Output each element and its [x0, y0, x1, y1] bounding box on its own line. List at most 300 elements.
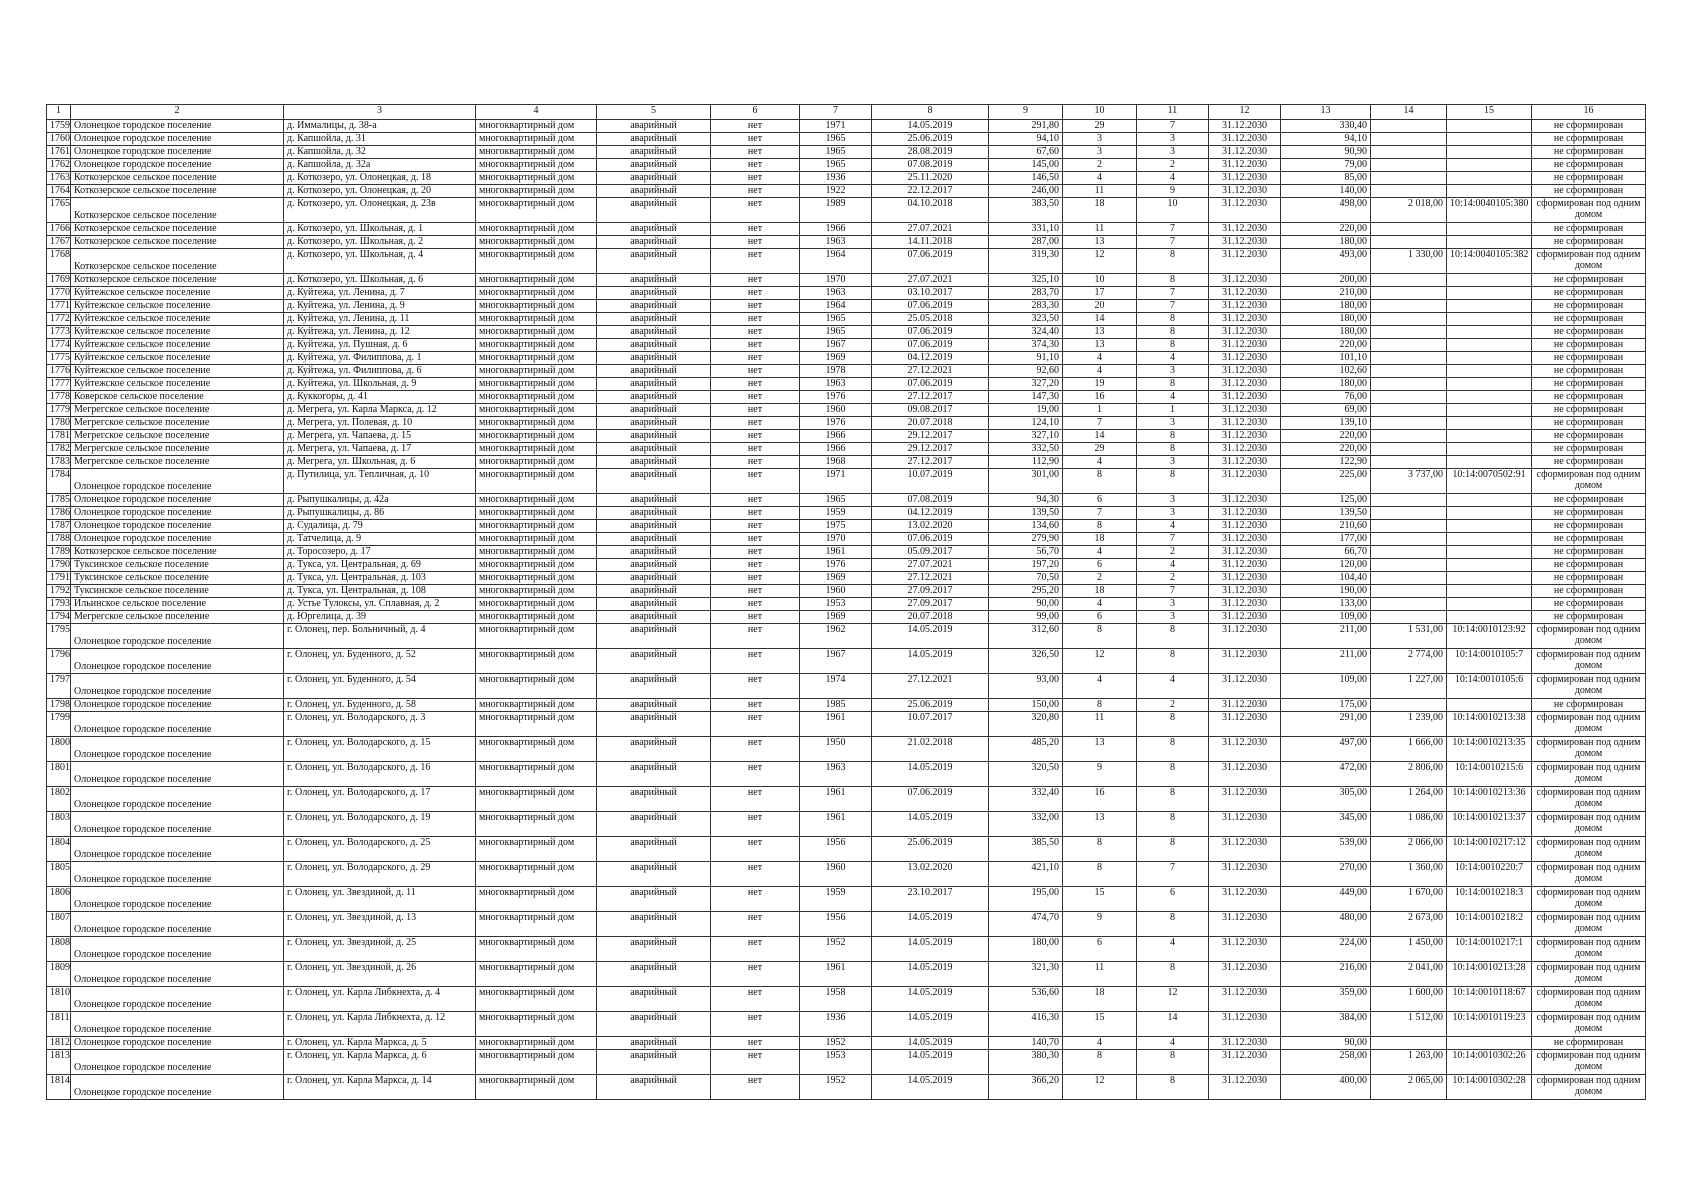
cell-total-area: 139,50 [1281, 507, 1371, 520]
cell-area: 320,80 [989, 712, 1063, 737]
cell-recognition-date: 27.07.2021 [872, 223, 989, 236]
cell-total-area: 66,70 [1281, 546, 1371, 559]
cell-row-number: 1765 [47, 198, 71, 223]
cell-condition: аварийный [597, 737, 711, 762]
cell-condition: аварийный [597, 430, 711, 443]
cell-address: г. Олонец, ул. Звездиной, д. 26 [284, 962, 476, 987]
cell-building-type: многоквартирный дом [476, 146, 597, 159]
cell-recognition-date: 14.05.2019 [872, 1075, 989, 1100]
cell-cadastral-number [1447, 300, 1532, 313]
cell-land-area: 2 041,00 [1371, 962, 1447, 987]
cell-apartments: 3 [1137, 365, 1209, 378]
cell-year-built: 1976 [800, 417, 872, 430]
cell-land-status: сформирован под одним домом [1532, 887, 1646, 912]
cell-total-area: 180,00 [1281, 236, 1371, 249]
cell-apartments: 1 [1137, 404, 1209, 417]
cell-total-area: 220,00 [1281, 339, 1371, 352]
cell-condition: аварийный [597, 533, 711, 546]
cell-apartments: 2 [1137, 699, 1209, 712]
column-header-15: 15 [1447, 105, 1532, 120]
cell-cadastral-number: 10:14:0010217:1 [1447, 937, 1532, 962]
cell-recognition-date: 27.12.2017 [872, 456, 989, 469]
table-row [47, 533, 1646, 546]
cell-building-type: многоквартирный дом [476, 585, 597, 598]
cell-year-built: 1965 [800, 133, 872, 146]
cell-condition: аварийный [597, 287, 711, 300]
cell-condition: аварийный [597, 313, 711, 326]
cell-apartments: 9 [1137, 185, 1209, 198]
cell-building-type: многоквартирный дом [476, 365, 597, 378]
cell-status-flag: нет [711, 494, 800, 507]
table-row [47, 559, 1646, 572]
cell-total-area: 101,10 [1281, 352, 1371, 365]
cell-address: г. Олонец, ул. Карла Либкнехта, д. 4 [284, 987, 476, 1012]
cell-cadastral-number: 10:14:0010213:36 [1447, 787, 1532, 812]
cell-recognition-date: 25.06.2019 [872, 837, 989, 862]
cell-total-area: 210,00 [1281, 287, 1371, 300]
cell-residents: 6 [1063, 611, 1137, 624]
cell-apartments: 3 [1137, 611, 1209, 624]
cell-recognition-date: 27.07.2021 [872, 274, 989, 287]
cell-residents: 4 [1063, 1037, 1137, 1050]
cell-recognition-date: 27.09.2017 [872, 598, 989, 611]
cell-total-area: 109,00 [1281, 674, 1371, 699]
cell-residents: 8 [1063, 699, 1137, 712]
cell-total-area: 210,60 [1281, 520, 1371, 533]
table-row [47, 313, 1646, 326]
cell-building-type: многоквартирный дом [476, 391, 597, 404]
cell-deadline: 31.12.2030 [1209, 699, 1281, 712]
cell-cadastral-number [1447, 378, 1532, 391]
cell-cadastral-number: 10:14:0010218:2 [1447, 912, 1532, 937]
cell-address: д. Куйтежа, ул. Филиппова, д. 1 [284, 352, 476, 365]
cell-address: г. Олонец, ул. Буденного, д. 52 [284, 649, 476, 674]
cell-address: д. Куйтежа, ул. Школьная, д. 9 [284, 378, 476, 391]
cell-area: 70,50 [989, 572, 1063, 585]
cell-status-flag: нет [711, 546, 800, 559]
cell-land-area [1371, 172, 1447, 185]
cell-building-type: многоквартирный дом [476, 674, 597, 699]
cell-area: 287,00 [989, 236, 1063, 249]
cell-recognition-date: 04.12.2019 [872, 507, 989, 520]
cell-area: 331,10 [989, 223, 1063, 236]
cell-recognition-date: 14.05.2019 [872, 962, 989, 987]
cell-row-number: 1811 [47, 1012, 71, 1037]
cell-land-status: не сформирован [1532, 533, 1646, 546]
cell-condition: аварийный [597, 787, 711, 812]
cell-residents: 13 [1063, 737, 1137, 762]
cell-condition: аварийный [597, 937, 711, 962]
cell-land-area: 2 065,00 [1371, 1075, 1447, 1100]
cell-deadline: 31.12.2030 [1209, 456, 1281, 469]
cell-building-type: многоквартирный дом [476, 313, 597, 326]
cell-area: 134,60 [989, 520, 1063, 533]
cell-year-built: 1985 [800, 699, 872, 712]
cell-total-area: 498,00 [1281, 198, 1371, 223]
cell-condition: аварийный [597, 962, 711, 987]
cell-municipality: Коверское сельское поселение [71, 391, 284, 404]
cell-municipality: Коткозерское сельское поселение [71, 249, 284, 274]
cell-area: 112,90 [989, 456, 1063, 469]
cell-address: г. Олонец, ул. Володарского, д. 16 [284, 762, 476, 787]
cell-condition: аварийный [597, 546, 711, 559]
cell-apartments: 7 [1137, 585, 1209, 598]
emergency-housing-table [46, 104, 1646, 1100]
cell-cadastral-number [1447, 507, 1532, 520]
cell-municipality: Олонецкое городское поселение [71, 649, 284, 674]
cell-total-area: 102,60 [1281, 365, 1371, 378]
cell-total-area: 133,00 [1281, 598, 1371, 611]
cell-apartments: 4 [1137, 352, 1209, 365]
cell-row-number: 1767 [47, 236, 71, 249]
cell-address: д. Мегрега, ул. Чапаева, д. 17 [284, 443, 476, 456]
cell-land-status: сформирован под одним домом [1532, 674, 1646, 699]
cell-land-status: не сформирован [1532, 572, 1646, 585]
cell-deadline: 31.12.2030 [1209, 404, 1281, 417]
cell-area: 385,50 [989, 837, 1063, 862]
cell-row-number: 1788 [47, 533, 71, 546]
cell-land-area: 1 512,00 [1371, 1012, 1447, 1037]
cell-year-built: 1965 [800, 159, 872, 172]
cell-status-flag: нет [711, 598, 800, 611]
cell-apartments: 8 [1137, 837, 1209, 862]
cell-address: г. Олонец, ул. Звездиной, д. 13 [284, 912, 476, 937]
cell-year-built: 1952 [800, 1075, 872, 1100]
cell-row-number: 1800 [47, 737, 71, 762]
cell-status-flag: нет [711, 443, 800, 456]
cell-residents: 4 [1063, 352, 1137, 365]
cell-recognition-date: 14.05.2019 [872, 812, 989, 837]
cell-cadastral-number: 10:14:0010213:28 [1447, 962, 1532, 987]
cell-land-area: 2 673,00 [1371, 912, 1447, 937]
column-header-1: 1 [47, 105, 71, 120]
cell-total-area: 76,00 [1281, 391, 1371, 404]
cell-apartments: 7 [1137, 533, 1209, 546]
cell-total-area: 175,00 [1281, 699, 1371, 712]
cell-municipality: Коткозерское сельское поселение [71, 546, 284, 559]
cell-deadline: 31.12.2030 [1209, 520, 1281, 533]
cell-municipality: Мегрегское сельское поселение [71, 443, 284, 456]
cell-area: 90,00 [989, 598, 1063, 611]
column-header-11: 11 [1137, 105, 1209, 120]
cell-recognition-date: 25.11.2020 [872, 172, 989, 185]
cell-deadline: 31.12.2030 [1209, 443, 1281, 456]
cell-area: 374,30 [989, 339, 1063, 352]
cell-apartments: 7 [1137, 236, 1209, 249]
cell-land-area [1371, 159, 1447, 172]
cell-municipality: Куйтежское сельское поселение [71, 300, 284, 313]
cell-municipality: Олонецкое городское поселение [71, 469, 284, 494]
cell-row-number: 1775 [47, 352, 71, 365]
cell-apartments: 3 [1137, 494, 1209, 507]
cell-condition: аварийный [597, 1037, 711, 1050]
cell-total-area: 180,00 [1281, 300, 1371, 313]
cell-cadastral-number [1447, 313, 1532, 326]
cell-status-flag: нет [711, 611, 800, 624]
cell-municipality: Олонецкое городское поселение [71, 533, 284, 546]
cell-year-built: 1936 [800, 172, 872, 185]
cell-land-status: не сформирован [1532, 185, 1646, 198]
cell-deadline: 31.12.2030 [1209, 837, 1281, 862]
cell-apartments: 8 [1137, 1075, 1209, 1100]
cell-municipality: Олонецкое городское поселение [71, 507, 284, 520]
cell-deadline: 31.12.2030 [1209, 339, 1281, 352]
cell-area: 19,00 [989, 404, 1063, 417]
cell-recognition-date: 28.08.2019 [872, 146, 989, 159]
cell-area: 332,00 [989, 812, 1063, 837]
cell-residents: 17 [1063, 287, 1137, 300]
cell-year-built: 1956 [800, 837, 872, 862]
cell-municipality: Олонецкое городское поселение [71, 1075, 284, 1100]
table-row [47, 1037, 1646, 1050]
cell-total-area: 125,00 [1281, 494, 1371, 507]
cell-building-type: многоквартирный дом [476, 887, 597, 912]
cell-land-area [1371, 365, 1447, 378]
cell-municipality: Олонецкое городское поселение [71, 737, 284, 762]
table-row [47, 1050, 1646, 1075]
cell-year-built: 1961 [800, 812, 872, 837]
cell-municipality: Куйтежское сельское поселение [71, 287, 284, 300]
cell-recognition-date: 13.02.2020 [872, 862, 989, 887]
cell-address: д. Торосозеро, д. 17 [284, 546, 476, 559]
cell-condition: аварийный [597, 762, 711, 787]
cell-residents: 2 [1063, 159, 1137, 172]
cell-area: 366,20 [989, 1075, 1063, 1100]
column-header-16: 16 [1532, 105, 1646, 120]
cell-status-flag: нет [711, 365, 800, 378]
cell-municipality: Олонецкое городское поселение [71, 674, 284, 699]
cell-total-area: 305,00 [1281, 787, 1371, 812]
cell-building-type: многоквартирный дом [476, 430, 597, 443]
cell-recognition-date: 07.08.2019 [872, 494, 989, 507]
cell-address: г. Олонец, ул. Володарского, д. 19 [284, 812, 476, 837]
cell-residents: 3 [1063, 133, 1137, 146]
cell-building-type: многоквартирный дом [476, 611, 597, 624]
cell-total-area: 220,00 [1281, 223, 1371, 236]
cell-cadastral-number: 10:14:0010217:12 [1447, 837, 1532, 862]
cell-row-number: 1809 [47, 962, 71, 987]
table-row [47, 469, 1646, 494]
cell-residents: 11 [1063, 185, 1137, 198]
cell-land-status: сформирован под одним домом [1532, 1012, 1646, 1037]
cell-address: г. Олонец, ул. Володарского, д. 17 [284, 787, 476, 812]
cell-condition: аварийный [597, 699, 711, 712]
cell-land-area: 1 239,00 [1371, 712, 1447, 737]
cell-year-built: 1966 [800, 443, 872, 456]
cell-condition: аварийный [597, 912, 711, 937]
cell-cadastral-number [1447, 572, 1532, 585]
cell-deadline: 31.12.2030 [1209, 585, 1281, 598]
cell-building-type: многоквартирный дом [476, 737, 597, 762]
cell-status-flag: нет [711, 837, 800, 862]
cell-cadastral-number [1447, 533, 1532, 546]
cell-year-built: 1961 [800, 712, 872, 737]
cell-recognition-date: 25.06.2019 [872, 699, 989, 712]
cell-year-built: 1960 [800, 585, 872, 598]
cell-row-number: 1770 [47, 287, 71, 300]
cell-status-flag: нет [711, 737, 800, 762]
cell-year-built: 1963 [800, 287, 872, 300]
column-header-10: 10 [1063, 105, 1137, 120]
cell-apartments: 4 [1137, 520, 1209, 533]
cell-building-type: многоквартирный дом [476, 572, 597, 585]
cell-municipality: Куйтежское сельское поселение [71, 365, 284, 378]
cell-recognition-date: 21.02.2018 [872, 737, 989, 762]
cell-recognition-date: 20.07.2018 [872, 611, 989, 624]
cell-residents: 18 [1063, 987, 1137, 1012]
cell-land-area [1371, 326, 1447, 339]
cell-row-number: 1812 [47, 1037, 71, 1050]
cell-recognition-date: 27.07.2021 [872, 559, 989, 572]
cell-year-built: 1965 [800, 494, 872, 507]
cell-cadastral-number [1447, 417, 1532, 430]
cell-total-area: 122,90 [1281, 456, 1371, 469]
cell-land-area [1371, 533, 1447, 546]
cell-address: д. Мегрега, ул. Полевая, д. 10 [284, 417, 476, 430]
table-row [47, 391, 1646, 404]
cell-total-area: 400,00 [1281, 1075, 1371, 1100]
table-row [47, 611, 1646, 624]
cell-address: д. Капшойла, д. 31 [284, 133, 476, 146]
cell-building-type: многоквартирный дом [476, 649, 597, 674]
cell-recognition-date: 14.05.2019 [872, 1050, 989, 1075]
cell-cadastral-number [1447, 456, 1532, 469]
cell-total-area: 224,00 [1281, 937, 1371, 962]
cell-building-type: многоквартирный дом [476, 699, 597, 712]
cell-area: 94,30 [989, 494, 1063, 507]
cell-residents: 11 [1063, 712, 1137, 737]
cell-municipality: Мегрегское сельское поселение [71, 611, 284, 624]
cell-area: 326,50 [989, 649, 1063, 674]
cell-year-built: 1969 [800, 572, 872, 585]
cell-land-status: не сформирован [1532, 598, 1646, 611]
cell-apartments: 8 [1137, 762, 1209, 787]
cell-cadastral-number [1447, 326, 1532, 339]
cell-area: 324,40 [989, 326, 1063, 339]
cell-year-built: 1975 [800, 520, 872, 533]
cell-status-flag: нет [711, 572, 800, 585]
cell-residents: 20 [1063, 300, 1137, 313]
cell-year-built: 1963 [800, 762, 872, 787]
cell-deadline: 31.12.2030 [1209, 223, 1281, 236]
cell-residents: 7 [1063, 417, 1137, 430]
cell-municipality: Олонецкое городское поселение [71, 494, 284, 507]
table-row [47, 300, 1646, 313]
cell-land-area [1371, 443, 1447, 456]
cell-recognition-date: 14.05.2019 [872, 1037, 989, 1050]
cell-recognition-date: 25.06.2019 [872, 133, 989, 146]
cell-deadline: 31.12.2030 [1209, 559, 1281, 572]
cell-total-area: 480,00 [1281, 912, 1371, 937]
cell-municipality: Мегрегское сельское поселение [71, 456, 284, 469]
cell-condition: аварийный [597, 674, 711, 699]
cell-condition: аварийный [597, 611, 711, 624]
cell-cadastral-number [1447, 185, 1532, 198]
cell-cadastral-number: 10:14:0070502:91 [1447, 469, 1532, 494]
cell-year-built: 1965 [800, 146, 872, 159]
table-row [47, 1075, 1646, 1100]
cell-land-area [1371, 611, 1447, 624]
cell-cadastral-number [1447, 172, 1532, 185]
cell-land-area [1371, 339, 1447, 352]
cell-land-area: 1 360,00 [1371, 862, 1447, 887]
cell-municipality: Олонецкое городское поселение [71, 987, 284, 1012]
cell-area: 146,50 [989, 172, 1063, 185]
cell-deadline: 31.12.2030 [1209, 598, 1281, 611]
table-row [47, 649, 1646, 674]
cell-condition: аварийный [597, 443, 711, 456]
cell-condition: аварийный [597, 520, 711, 533]
cell-area: 332,40 [989, 787, 1063, 812]
cell-deadline: 31.12.2030 [1209, 236, 1281, 249]
cell-condition: аварийный [597, 378, 711, 391]
cell-residents: 16 [1063, 391, 1137, 404]
cell-total-area: 359,00 [1281, 987, 1371, 1012]
column-header-6: 6 [711, 105, 800, 120]
cell-recognition-date: 22.12.2017 [872, 185, 989, 198]
cell-total-area: 180,00 [1281, 326, 1371, 339]
cell-year-built: 1965 [800, 313, 872, 326]
cell-recognition-date: 29.12.2017 [872, 430, 989, 443]
cell-land-area [1371, 300, 1447, 313]
cell-building-type: многоквартирный дом [476, 837, 597, 862]
cell-apartments: 14 [1137, 1012, 1209, 1037]
cell-address: д. Капшойла, д. 32 [284, 146, 476, 159]
cell-status-flag: нет [711, 287, 800, 300]
cell-residents: 14 [1063, 313, 1137, 326]
cell-cadastral-number [1447, 339, 1532, 352]
column-header-4: 4 [476, 105, 597, 120]
cell-status-flag: нет [711, 987, 800, 1012]
cell-land-area: 1 086,00 [1371, 812, 1447, 837]
cell-year-built: 1952 [800, 937, 872, 962]
cell-building-type: многоквартирный дом [476, 1075, 597, 1100]
cell-deadline: 31.12.2030 [1209, 249, 1281, 274]
cell-apartments: 8 [1137, 649, 1209, 674]
cell-total-area: 120,00 [1281, 559, 1371, 572]
cell-cadastral-number: 10:14:0040105:382 [1447, 249, 1532, 274]
cell-municipality: Туксинское сельское поселение [71, 572, 284, 585]
cell-residents: 13 [1063, 339, 1137, 352]
cell-condition: аварийный [597, 352, 711, 365]
cell-row-number: 1769 [47, 274, 71, 287]
cell-apartments: 7 [1137, 862, 1209, 887]
cell-row-number: 1805 [47, 862, 71, 887]
cell-deadline: 31.12.2030 [1209, 787, 1281, 812]
cell-address: д. Коткозеро, ул. Олонецкая, д. 18 [284, 172, 476, 185]
cell-recognition-date: 10.07.2019 [872, 469, 989, 494]
cell-land-area [1371, 223, 1447, 236]
cell-total-area: 270,00 [1281, 862, 1371, 887]
cell-apartments: 8 [1137, 624, 1209, 649]
cell-municipality: Коткозерское сельское поселение [71, 223, 284, 236]
cell-residents: 4 [1063, 172, 1137, 185]
cell-row-number: 1762 [47, 159, 71, 172]
cell-building-type: многоквартирный дом [476, 120, 597, 133]
cell-land-area: 2 774,00 [1371, 649, 1447, 674]
cell-area: 283,30 [989, 300, 1063, 313]
cell-building-type: многоквартирный дом [476, 787, 597, 812]
cell-recognition-date: 14.05.2019 [872, 624, 989, 649]
cell-cadastral-number: 10:14:0010302:26 [1447, 1050, 1532, 1075]
column-header-12: 12 [1209, 105, 1281, 120]
cell-municipality: Олонецкое городское поселение [71, 787, 284, 812]
table-row [47, 236, 1646, 249]
cell-cadastral-number [1447, 146, 1532, 159]
cell-total-area: 139,10 [1281, 417, 1371, 430]
cell-land-area [1371, 120, 1447, 133]
cell-apartments: 8 [1137, 430, 1209, 443]
